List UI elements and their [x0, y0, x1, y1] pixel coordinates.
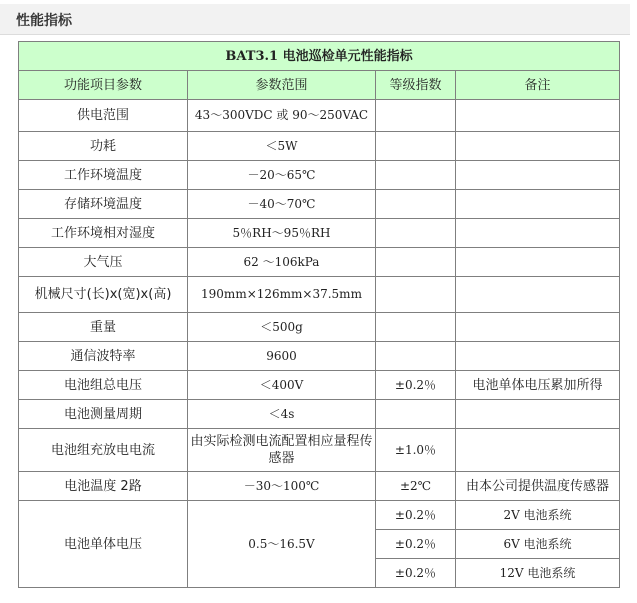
range-cell: ＜500g	[188, 313, 376, 342]
table-row	[19, 219, 620, 248]
header-range: 参数范围	[188, 71, 376, 100]
note-cell	[456, 277, 620, 313]
table-row	[19, 342, 620, 371]
note-cell	[456, 132, 620, 161]
range-cell: 由实际检测电流配置相应量程传感器	[188, 429, 376, 472]
param-cell: 供电范围	[19, 100, 188, 132]
grade-cell	[376, 132, 456, 161]
table-title-row	[19, 42, 620, 71]
table-row	[19, 371, 620, 400]
grade-cell	[376, 277, 456, 313]
section-title: 性能指标	[16, 13, 72, 29]
table-row	[19, 429, 620, 472]
table-row	[19, 277, 620, 313]
range-cell: 190mm×126mm×37.5mm	[188, 277, 376, 313]
table-header-row	[19, 71, 620, 100]
table-row	[19, 248, 620, 277]
param-cell: 通信波特率	[19, 342, 188, 371]
range-cell: 0.5～16.5V	[188, 501, 376, 588]
grade-cell	[376, 342, 456, 371]
range-cell: ＜4s	[188, 400, 376, 429]
table-row	[19, 161, 620, 190]
grade-cell	[376, 190, 456, 219]
range-cell: －30～100℃	[188, 472, 376, 501]
table-row	[19, 400, 620, 429]
range-cell: ＜400V	[188, 371, 376, 400]
note-cell	[456, 190, 620, 219]
header-note: 备注	[456, 71, 620, 100]
grade-cell: ±0.2％	[376, 371, 456, 400]
note-cell: 由本公司提供温度传感器	[456, 472, 620, 501]
note-cell	[456, 100, 620, 132]
range-cell: 43～300VDC 或 90～250VAC	[188, 100, 376, 132]
param-cell: 电池测量周期	[19, 400, 188, 429]
note-cell	[456, 342, 620, 371]
param-cell: 功耗	[19, 132, 188, 161]
grade-cell	[376, 100, 456, 132]
table-row	[19, 100, 620, 132]
range-cell: 5％RH～95％RH	[188, 219, 376, 248]
grade-cell: ±0.2％	[376, 559, 456, 588]
range-cell: －20～65℃	[188, 161, 376, 190]
grade-cell	[376, 248, 456, 277]
table-row	[19, 190, 620, 219]
table-row	[19, 472, 620, 501]
table-title: BAT3.1 电池巡检单元性能指标	[19, 42, 620, 71]
note-cell: 12V 电池系统	[456, 559, 620, 588]
note-cell	[456, 219, 620, 248]
range-cell: 62 ～106kPa	[188, 248, 376, 277]
grade-cell: ±1.0％	[376, 429, 456, 472]
param-cell: 工作环境温度	[19, 161, 188, 190]
range-cell: －40～70℃	[188, 190, 376, 219]
param-cell: 存储环境温度	[19, 190, 188, 219]
note-cell: 2V 电池系统	[456, 501, 620, 530]
param-cell: 大气压	[19, 248, 188, 277]
grade-cell: ±2℃	[376, 472, 456, 501]
param-cell: 机械尺寸(长)x(宽)x(高)	[19, 277, 188, 313]
param-cell: 工作环境相对湿度	[19, 219, 188, 248]
param-cell: 电池单体电压	[19, 501, 188, 588]
note-cell	[456, 400, 620, 429]
spec-table	[18, 41, 620, 588]
header-param: 功能项目参数	[19, 71, 188, 100]
note-cell	[456, 161, 620, 190]
note-cell	[456, 248, 620, 277]
range-cell: 9600	[188, 342, 376, 371]
param-cell: 电池组总电压	[19, 371, 188, 400]
table-row	[19, 132, 620, 161]
grade-cell	[376, 400, 456, 429]
note-cell: 电池单体电压累加所得	[456, 371, 620, 400]
section-header	[0, 4, 630, 35]
table-row	[19, 501, 620, 530]
note-cell: 6V 电池系统	[456, 530, 620, 559]
note-cell	[456, 313, 620, 342]
grade-cell	[376, 313, 456, 342]
table-row	[19, 313, 620, 342]
header-grade: 等级指数	[376, 71, 456, 100]
grade-cell: ±0.2％	[376, 501, 456, 530]
range-cell: ＜5W	[188, 132, 376, 161]
grade-cell: ±0.2％	[376, 530, 456, 559]
param-cell: 电池温度 2路	[19, 472, 188, 501]
param-cell: 电池组充放电电流	[19, 429, 188, 472]
param-cell: 重量	[19, 313, 188, 342]
grade-cell	[376, 219, 456, 248]
grade-cell	[376, 161, 456, 190]
note-cell	[456, 429, 620, 472]
